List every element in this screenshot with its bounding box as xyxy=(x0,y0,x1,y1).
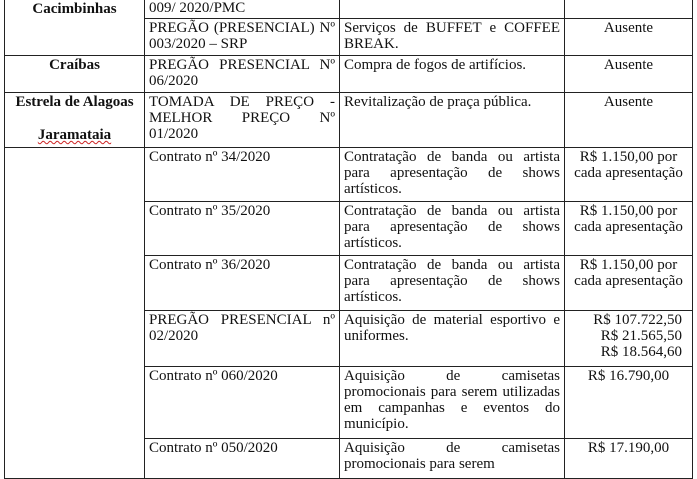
value-text: Ausente xyxy=(603,20,654,36)
value-cell xyxy=(565,367,693,439)
process-text: Contrato nº 060/2020 xyxy=(149,368,278,384)
value-text: R$ 16.790,00 xyxy=(587,368,670,384)
process-text: 009/ 2020/PMC xyxy=(149,0,246,16)
process-cell xyxy=(145,367,340,439)
process-cell xyxy=(145,148,340,202)
municipality-name: Cacimbinhas xyxy=(32,1,117,17)
municipality-cell xyxy=(5,56,145,93)
object-cell xyxy=(340,56,565,93)
value-text: Ausente xyxy=(603,57,654,73)
process-text: PREGÃO PRESENCIAL Nº 06/2020 xyxy=(149,57,335,89)
municipality-name: Estrela de Alagoas xyxy=(15,94,134,110)
object-text: Aquisição de camisetas promocionais para serem xyxy=(344,440,560,472)
process-cell xyxy=(145,19,340,56)
process-text: Contrato nº 36/2020 xyxy=(149,257,271,273)
object-text: Compra de fogos de artifícios. xyxy=(344,57,527,73)
value-cell xyxy=(565,0,693,19)
process-text: PREGÃO PRESENCIAL nº 02/2020 xyxy=(149,312,335,344)
process-text: Contrato nº 34/2020 xyxy=(149,149,271,165)
municipality-name: Jaramataia xyxy=(37,127,112,143)
process-text: Contrato nº 050/2020 xyxy=(149,440,278,456)
process-cell xyxy=(145,0,340,19)
object-text: Aquisição de camisetas promocionais para serem utilizadas em campanhas e eventos do município. xyxy=(344,368,560,432)
object-cell xyxy=(340,93,565,148)
value-text: R$ 107.722,50 xyxy=(593,312,682,328)
object-cell xyxy=(340,439,565,479)
value-cell xyxy=(565,439,693,479)
object-text: Revitalização de praça pública. xyxy=(344,94,532,110)
municipality-cell xyxy=(5,127,145,479)
object-cell xyxy=(340,256,565,311)
value-cell xyxy=(565,311,693,367)
value-text: Ausente xyxy=(603,94,654,110)
object-text: Contratação de banda ou artista para apresentação de shows artísticos. xyxy=(344,257,560,305)
value-cell xyxy=(565,19,693,56)
municipality-name: Craíbas xyxy=(49,57,100,73)
process-cell xyxy=(145,256,340,311)
object-text: Serviços de BUFFET e COFFEE BREAK. xyxy=(344,20,560,52)
value-text: R$ 1.150,00 por cada apresentação xyxy=(574,149,683,181)
value-text: R$ 17.190,00 xyxy=(587,440,670,456)
object-cell xyxy=(340,311,565,367)
value-text: R$ 21.565,50 xyxy=(600,328,682,344)
municipality-cell xyxy=(5,0,145,56)
object-cell xyxy=(340,148,565,202)
object-cell xyxy=(340,19,565,56)
value-cell xyxy=(565,256,693,311)
process-cell xyxy=(145,311,340,367)
table-row xyxy=(5,56,693,93)
value-cell xyxy=(565,202,693,256)
bids-table xyxy=(4,0,693,479)
process-cell xyxy=(145,439,340,479)
table-row xyxy=(5,148,693,202)
process-cell xyxy=(145,93,340,148)
object-cell xyxy=(340,202,565,256)
value-cell xyxy=(565,56,693,93)
process-text: TOMADA DE PREÇO - MELHOR PREÇO Nº 01/2020 xyxy=(149,94,335,142)
process-cell xyxy=(145,56,340,93)
value-cell xyxy=(565,93,693,148)
value-text: R$ 1.150,00 por cada apresentação xyxy=(574,257,683,289)
table-row xyxy=(5,0,693,19)
process-text: PREGÃO (PRESENCIAL) Nº 003/2020 – SRP xyxy=(149,20,335,52)
object-cell xyxy=(340,0,565,19)
object-cell xyxy=(340,367,565,439)
process-cell xyxy=(145,202,340,256)
object-text: Contratação de banda ou artista para apresentação de shows artísticos. xyxy=(344,149,560,197)
value-text: R$ 1.150,00 por cada apresentação xyxy=(574,203,683,235)
value-cell xyxy=(565,148,693,202)
object-text: Aquisição de material esportivo e uniformes. xyxy=(344,312,560,344)
value-text: R$ 18.564,60 xyxy=(600,344,682,360)
object-text: Contratação de banda ou artista para apresentação de shows artísticos. xyxy=(344,203,560,251)
process-text: Contrato nº 35/2020 xyxy=(149,203,271,219)
